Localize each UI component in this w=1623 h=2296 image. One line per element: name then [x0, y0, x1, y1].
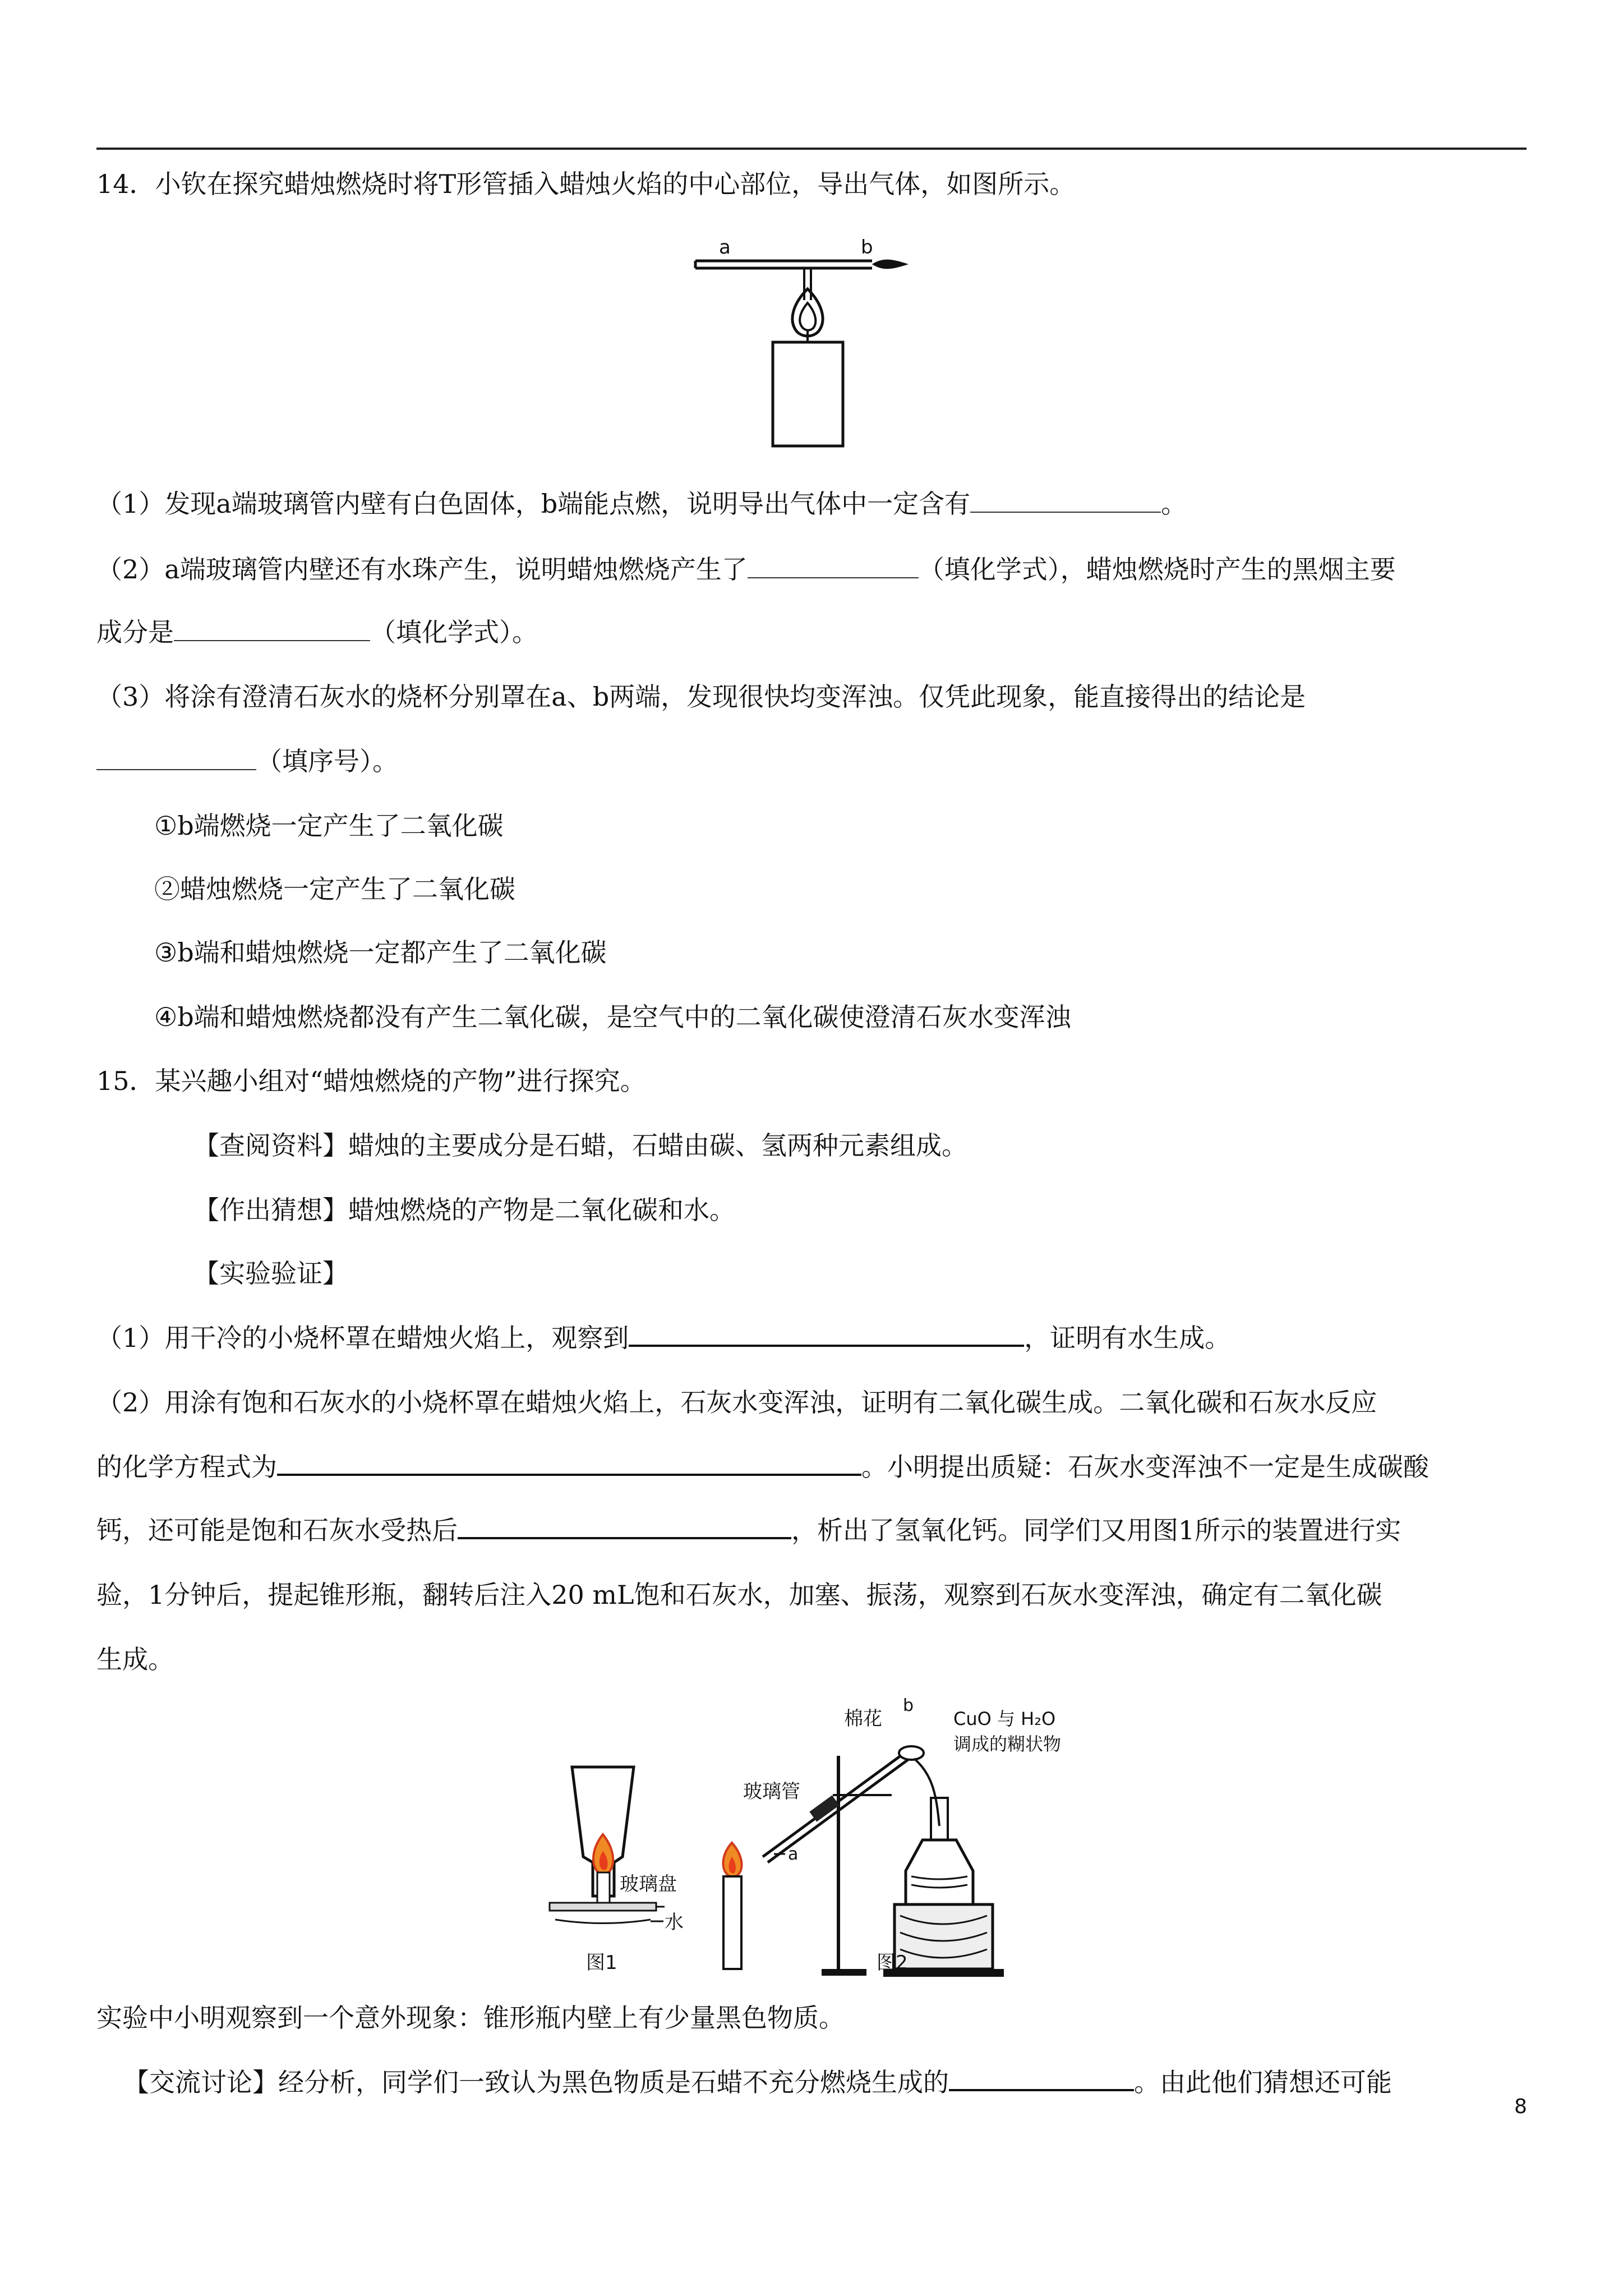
- q15-step2-line1: （2）用涂有饱和石灰水的小烧杯罩在蜡烛火焰上，石灰水变浑浊，证明有二氧化碳生成。二氧化碳和石灰水反应: [96, 1387, 1377, 1418]
- q15-step2-line5: 生成。: [96, 1644, 174, 1674]
- q14-part2: （2）a端玻璃管内壁还有水珠产生，说明蜡烛燃烧产生了 （填化学式），蜡烛燃烧时产生的黑烟主要: [96, 554, 1396, 585]
- page-number: 8: [1514, 2095, 1527, 2118]
- q15-stem: 15．某兴趣小组对“蜡烛燃烧的产物”进行探究。: [96, 1066, 646, 1096]
- q15-step2-line4: 验，1分钟后，提起锥形瓶，翻转后注入20 mL饱和石灰水，加塞、振荡，观察到石灰水变浑浊，确定有二氧化碳: [96, 1580, 1382, 1610]
- answer-blank-8[interactable]: [949, 2067, 1134, 2091]
- answer-blank-7[interactable]: [458, 1515, 791, 1539]
- label-paste-line1: CuO 与 H₂O: [953, 1708, 1056, 1729]
- answer-blank-1[interactable]: [970, 489, 1161, 513]
- figure-2-apparatus: [709, 1686, 1158, 1991]
- t-tube-candle-figure: [684, 230, 976, 449]
- q15-hypothesis: 【作出猜想】蜡烛燃烧的产物是二氧化碳和水。: [193, 1195, 735, 1225]
- q15-info: 【查阅资料】蜡烛的主要成分是石蜡，石蜡由碳、氢两种元素组成。: [193, 1130, 967, 1161]
- label-water: 水: [665, 1911, 684, 1934]
- q15-verify-title: 【实验验证】: [193, 1258, 348, 1289]
- option-3: ③b端和蜡烛燃烧一定都产生了二氧化碳: [154, 937, 607, 968]
- answer-blank-6[interactable]: [277, 1451, 861, 1476]
- option-2: ②蜡烛燃烧一定产生了二氧化碳: [154, 874, 515, 904]
- label-paste-line2: 调成的糊状物: [953, 1733, 1062, 1755]
- answer-blank-4[interactable]: [96, 747, 256, 770]
- q15-discussion: 【交流讨论】经分析，同学们一致认为黑色物质是石蜡不充分燃烧生成的 。由此他们猜想还可能: [123, 2067, 1392, 2097]
- q14-stem: 14．小钦在探究蜡烛燃烧时将T形管插入蜡烛火焰的中心部位，导出气体，如图所示。: [96, 169, 1076, 199]
- q14-part2-cont: 成分是 （填化学式）。: [96, 617, 538, 647]
- q15-step1: （1）用干冷的小烧杯罩在蜡烛火焰上，观察到 ，证明有水生成。: [96, 1323, 1231, 1353]
- label-b: b: [861, 236, 873, 259]
- figure-1-caption: 图1: [586, 1952, 617, 1974]
- label-a-end: a: [788, 1844, 799, 1864]
- option-4: ④b端和蜡烛燃烧都没有产生二氧化碳，是空气中的二氧化碳使澄清石灰水变浑浊: [154, 1002, 1071, 1032]
- answer-blank-5[interactable]: [629, 1322, 1024, 1347]
- header-rule: [96, 148, 1527, 150]
- q15-observation: 实验中小明观察到一个意外现象：锥形瓶内壁上有少量黑色物质。: [96, 2003, 845, 2033]
- label-a: a: [719, 236, 731, 259]
- option-1: ①b端燃烧一定产生了二氧化碳: [154, 811, 504, 841]
- label-b-end: b: [903, 1696, 914, 1715]
- q15-step2-line3: 钙，还可能是饱和石灰水受热后 ，析出了氢氧化钙。同学们又用图1所示的装置进行实: [96, 1515, 1401, 1545]
- q14-part3-cont: （填序号）。: [96, 744, 1527, 778]
- label-glass-plate: 玻璃盘: [620, 1873, 677, 1895]
- q14-part1: （1）发现a端玻璃管内壁有白色固体，b端能点燃，说明导出气体中一定含有 。: [96, 489, 1187, 519]
- label-glass-tube: 玻璃管: [743, 1780, 800, 1803]
- figure-2-caption: 图2: [877, 1952, 908, 1974]
- q14-part3: （3）将涂有澄清石灰水的烧杯分别罩在a、b两端，发现很快均变浑浊。仅凭此现象，能直接得出的结论是: [96, 682, 1306, 712]
- answer-blank-3[interactable]: [174, 618, 370, 641]
- answer-blank-2[interactable]: [748, 555, 919, 578]
- q15-step2-line2: 的化学方程式为 。小明提出质疑：石灰水变浑浊不一定是生成碳酸: [96, 1452, 1429, 1482]
- label-cotton: 棉花: [844, 1708, 882, 1730]
- figure-1-apparatus: [530, 1756, 698, 1991]
